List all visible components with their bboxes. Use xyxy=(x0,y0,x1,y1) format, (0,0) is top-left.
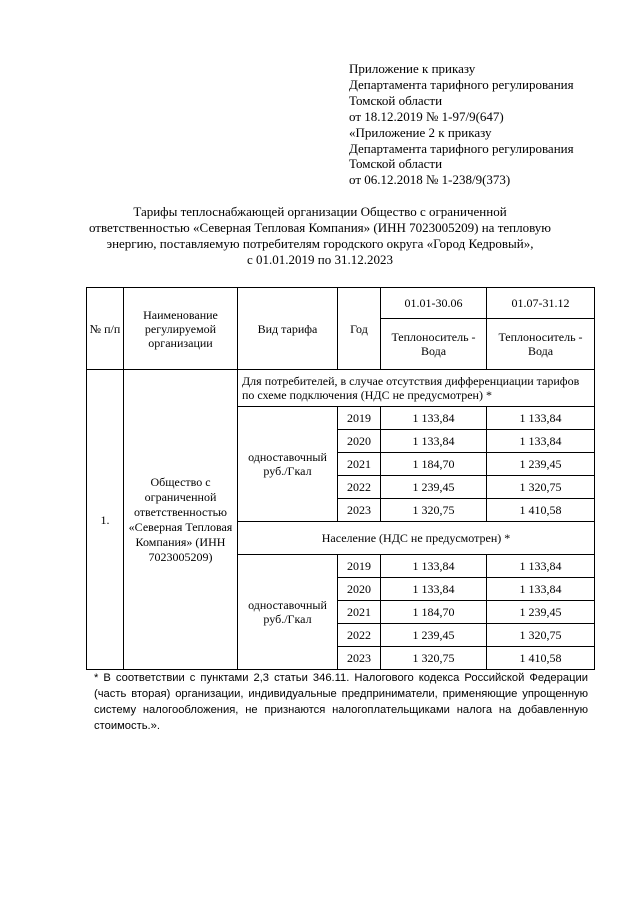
tariff-value-cell: 1 239,45 xyxy=(381,624,487,647)
year-cell: 2019 xyxy=(338,555,381,578)
tariff-table xyxy=(86,287,595,670)
tariff-value-cell: 1 184,70 xyxy=(381,453,487,476)
section-title-population: Население (НДС не предусмотрен) * xyxy=(238,522,595,555)
tariff-value-cell: 1 320,75 xyxy=(381,499,487,522)
tariff-value-cell: 1 320,75 xyxy=(487,476,595,499)
tariff-value-cell: 1 133,84 xyxy=(381,407,487,430)
year-cell: 2023 xyxy=(338,647,381,670)
year-cell: 2022 xyxy=(338,624,381,647)
tariff-value-cell: 1 239,45 xyxy=(381,476,487,499)
year-cell: 2021 xyxy=(338,453,381,476)
year-cell: 2023 xyxy=(338,499,381,522)
tariff-value-cell: 1 133,84 xyxy=(487,578,595,601)
header-tariff-type: Вид тарифа xyxy=(238,288,338,370)
header-line: Департамента тарифного регулирования xyxy=(349,76,574,92)
header-line: Приложение к приказу xyxy=(349,61,476,76)
header-num: № п/п xyxy=(87,288,124,370)
tariff-value-cell: 1 239,45 xyxy=(487,453,595,476)
tariff-value-cell: 1 320,75 xyxy=(381,647,487,670)
tariff-value-cell: 1 133,84 xyxy=(487,555,595,578)
header-line: от 06.12.2018 № 1-238/9(373) xyxy=(349,172,511,188)
tariff-value-cell: 1 133,84 xyxy=(487,407,595,430)
tariff-type-cell: одноставочный руб./Гкал xyxy=(238,407,338,522)
tariff-value-cell: 1 320,75 xyxy=(487,624,595,647)
footnote: * В соответствии с пунктами 2,3 статьи 346.11. Налогового кодекса Российской Федерации (часть вторая) организации, индивидуальные предприниматели, применяющие упрощенную систему налогообложения, не признаются налогоплательщиками налога на добавленную стоимость.». xyxy=(94,672,588,732)
year-cell: 2020 xyxy=(338,430,381,453)
tariff-type-cell: одноставочный руб./Гкал xyxy=(238,555,338,670)
header-line: Департамента тарифного регулирования xyxy=(349,140,574,156)
header-year: Год xyxy=(338,288,381,370)
header-period-1: 01.01-30.06 xyxy=(381,288,487,319)
tariff-value-cell: 1 133,84 xyxy=(381,555,487,578)
header-carrier-2: Теплоноситель - Вода xyxy=(487,319,595,370)
tariff-value-cell: 1 133,84 xyxy=(381,578,487,601)
title-line: энергию, поставляемую потребителям городского округа «Город Кедровый», xyxy=(106,236,534,251)
tariff-value-cell: 1 133,84 xyxy=(487,430,595,453)
section-title-row xyxy=(87,370,595,407)
header-line: Томской области xyxy=(349,92,443,108)
title-line: Тарифы теплоснабжающей организации Общество с ограниченной xyxy=(133,204,507,219)
tariff-value-cell: 1 239,45 xyxy=(487,601,595,624)
title-line: ответственностью «Северная Тепловая Компания» (ИНН 7023005209) на тепловую xyxy=(88,220,552,235)
year-cell: 2020 xyxy=(338,578,381,601)
title-line: с 01.01.2019 по 31.12.2023 xyxy=(247,252,393,267)
tariff-value-cell: 1 184,70 xyxy=(381,601,487,624)
table-header-row xyxy=(87,288,595,319)
organization-name: Общество с ограниченной ответственностью «Северная Тепловая Компания» (ИНН 7023005209) xyxy=(124,370,238,670)
document-title xyxy=(60,204,580,268)
tariff-value-cell: 1 410,58 xyxy=(487,499,595,522)
header-line: «Приложение 2 к приказу xyxy=(349,124,492,140)
header-period-2: 01.07-31.12 xyxy=(487,288,595,319)
header-carrier-1: Теплоноситель - Вода xyxy=(381,319,487,370)
year-cell: 2021 xyxy=(338,601,381,624)
header-org: Наименование регулируемой организации xyxy=(124,288,238,370)
header-line: Томской области xyxy=(349,156,443,172)
header-line: от 18.12.2019 № 1-97/9(647) xyxy=(349,108,504,124)
year-cell: 2019 xyxy=(338,407,381,430)
row-number: 1. xyxy=(87,370,124,670)
tariff-value-cell: 1 410,58 xyxy=(487,647,595,670)
tariff-value-cell: 1 133,84 xyxy=(381,430,487,453)
section-title-consumers: Для потребителей, в случае отсутствия дифференциации тарифов по схеме подключения (НДС не предусмотрен) * xyxy=(238,370,595,407)
appendix-header xyxy=(349,61,609,188)
year-cell: 2022 xyxy=(338,476,381,499)
